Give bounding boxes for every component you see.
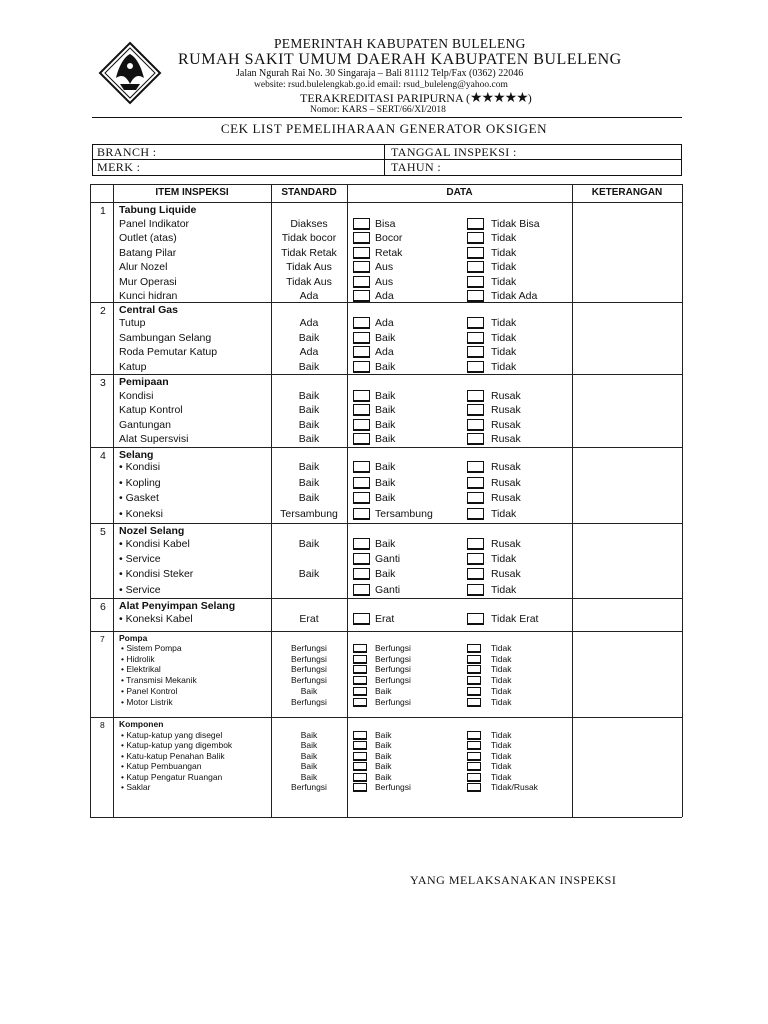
option-1-label: Baik: [375, 685, 392, 696]
item-name: Kondisi: [119, 390, 154, 402]
checkbox-option-2[interactable]: [467, 553, 484, 565]
table-column-rule: [113, 184, 114, 817]
checkbox-option-2[interactable]: [467, 613, 484, 625]
checkbox-option-1[interactable]: [353, 261, 370, 273]
header-standard: STANDARD: [281, 187, 337, 198]
item-name: Panel Indikator: [119, 218, 190, 230]
option-2-label: Rusak: [491, 433, 521, 446]
regency-emblem-logo: [96, 40, 164, 106]
merk-field[interactable]: MERK :: [97, 160, 141, 174]
option-1-label: Baik: [375, 750, 392, 761]
item-standard: Berfungsi: [291, 782, 327, 792]
item-name: Katup: [119, 360, 147, 373]
option-2-label: Tidak: [491, 740, 512, 751]
checklist-table: [90, 184, 682, 818]
checkbox-option-2[interactable]: [467, 773, 481, 782]
checkbox-option-2[interactable]: [467, 404, 484, 416]
info-box: [92, 144, 682, 176]
item-name: Sambungan Selang: [119, 331, 212, 344]
item-standard: Baik: [300, 730, 318, 740]
checkbox-option-1[interactable]: [353, 508, 370, 520]
header-address: Jalan Ngurah Rai No. 30 Singaraja – Bali 81112 Telp/Fax (0362) 22046: [236, 68, 524, 79]
checkbox-option-1[interactable]: [353, 698, 367, 707]
checkbox-option-1[interactable]: [353, 390, 370, 402]
option-1-label: Tersambung: [375, 507, 433, 520]
option-2-label: Tidak Erat: [491, 613, 539, 625]
option-1-label: Berfungsi: [375, 653, 411, 664]
item-name: • Gasket: [119, 492, 159, 504]
item-name: Outlet (atas): [119, 232, 177, 245]
option-2-label: Tidak Bisa: [491, 218, 540, 230]
checkbox-option-2[interactable]: [467, 492, 484, 504]
checkbox-option-1[interactable]: [353, 783, 367, 792]
option-1-label: Retak: [375, 246, 403, 259]
item-standard: Berfungsi: [291, 643, 327, 653]
checkbox-option-2[interactable]: [467, 508, 484, 520]
item-name: Alat Supersvisi: [119, 433, 189, 446]
option-1-label: Baik: [375, 404, 396, 417]
option-1-label: Baik: [375, 433, 396, 446]
item-name: • Katup Pembuangan: [121, 761, 202, 772]
checkbox-option-1[interactable]: [353, 741, 367, 750]
option-1-label: Baik: [375, 390, 396, 402]
option-2-label: Tidak: [491, 675, 512, 686]
item-standard: Erat: [299, 613, 319, 625]
checkbox-option-1[interactable]: [353, 731, 367, 740]
option-1-label: Bocor: [375, 232, 403, 245]
checkbox-option-2[interactable]: [467, 762, 481, 771]
checkbox-option-1[interactable]: [353, 276, 370, 288]
item-name: Mur Operasi: [119, 275, 177, 288]
option-2-label: Tidak: [491, 232, 517, 245]
option-2-label: Tidak: [491, 583, 517, 596]
checkbox-option-1[interactable]: [353, 317, 370, 329]
checkbox-option-1[interactable]: [353, 404, 370, 416]
checkbox-option-1[interactable]: [353, 218, 370, 230]
header-line-1: PEMERINTAH KABUPATEN BULELENG: [274, 36, 526, 51]
accreditation-stars: ★★★★★: [469, 91, 528, 106]
checkbox-option-2[interactable]: [467, 419, 484, 431]
checkbox-option-1[interactable]: [353, 461, 370, 473]
section-number: 2: [100, 305, 106, 317]
checkbox-option-2[interactable]: [467, 247, 484, 259]
checkbox-option-2[interactable]: [467, 477, 484, 489]
item-standard: Berfungsi: [291, 664, 327, 675]
item-standard: Baik: [298, 331, 320, 344]
header-data: DATA: [446, 187, 473, 198]
option-1-label: Berfungsi: [375, 696, 411, 707]
option-2-label: Tidak: [491, 643, 512, 653]
item-standard: Baik: [300, 685, 318, 696]
section-number: 6: [100, 601, 106, 613]
checkbox-option-2[interactable]: [467, 783, 481, 792]
checkbox-option-2[interactable]: [467, 752, 481, 761]
checkbox-option-2[interactable]: [467, 317, 484, 329]
section-number: 7: [100, 634, 105, 644]
checkbox-option-1[interactable]: [353, 613, 370, 625]
checkbox-option-1[interactable]: [353, 477, 370, 489]
option-2-label: Rusak: [491, 538, 521, 550]
item-name: • Koneksi: [119, 507, 163, 520]
section-title: Tabung Liquide: [119, 204, 197, 216]
item-standard: Berfungsi: [291, 696, 327, 707]
option-2-label: Rusak: [491, 476, 521, 489]
option-1-label: Baik: [375, 740, 392, 751]
item-name: Alur Nozel: [119, 261, 168, 274]
checkbox-option-1[interactable]: [353, 290, 370, 302]
option-1-label: Erat: [375, 613, 395, 625]
table-rule: [90, 184, 682, 185]
item-standard: Baik: [298, 461, 320, 473]
option-1-label: Baik: [375, 568, 396, 581]
option-2-label: Rusak: [491, 390, 521, 402]
table-rule: [90, 302, 682, 303]
option-1-label: Aus: [375, 275, 394, 288]
option-2-label: Tidak: [491, 275, 517, 288]
option-1-label: Bisa: [375, 218, 396, 230]
item-standard: Baik: [298, 476, 320, 489]
checkbox-option-2[interactable]: [467, 538, 484, 550]
option-2-label: Tidak: [491, 261, 517, 274]
section-number: 3: [100, 377, 106, 389]
section-title: Pemipaan: [119, 376, 169, 388]
table-rule: [90, 817, 682, 818]
item-standard: Ada: [299, 317, 319, 329]
item-name: • Sistem Pompa: [121, 643, 182, 653]
option-2-label: Tidak: [491, 730, 512, 740]
item-name: Gantungan: [119, 418, 171, 431]
option-1-label: Baik: [375, 492, 396, 504]
tahun-field[interactable]: TAHUN :: [391, 160, 442, 174]
checkbox-option-1[interactable]: [353, 584, 370, 596]
item-standard: Baik: [298, 390, 320, 402]
checkbox-option-1[interactable]: [353, 553, 370, 565]
option-2-label: Tidak: [491, 653, 512, 664]
option-1-label: Aus: [375, 261, 394, 274]
checkbox-option-1[interactable]: [353, 419, 370, 431]
item-name: • Motor Listrik: [121, 696, 173, 707]
table-rule: [90, 598, 682, 599]
item-standard: Diakses: [290, 218, 328, 230]
checkbox-option-1[interactable]: [353, 538, 370, 550]
item-name: • Kondisi: [119, 461, 161, 473]
checkbox-option-2[interactable]: [467, 584, 484, 596]
item-name: • Service: [119, 553, 161, 566]
accreditation-label: TERAKREDITASI PARIPURNA (: [300, 91, 470, 105]
checkbox-option-2[interactable]: [467, 698, 481, 707]
checkbox-option-1[interactable]: [353, 346, 370, 358]
option-1-label: Baik: [375, 761, 392, 772]
table-rule: [90, 374, 682, 375]
item-name: • Katup-katup yang disegel: [121, 730, 223, 740]
section-number: 5: [100, 526, 106, 538]
checkbox-option-2[interactable]: [467, 218, 484, 230]
checkbox-option-2[interactable]: [467, 346, 484, 358]
checkbox-option-2[interactable]: [467, 361, 484, 373]
option-2-label: Tidak: [491, 346, 517, 358]
item-standard: Tidak Retak: [281, 246, 337, 259]
option-2-label: Rusak: [491, 568, 521, 581]
option-1-label: Berfungsi: [375, 675, 411, 686]
checkbox-option-2[interactable]: [467, 261, 484, 273]
option-2-label: Tidak: [491, 360, 517, 373]
header-hospital-name: RUMAH SAKIT UMUM DAERAH KABUPATEN BULELENG: [178, 51, 622, 68]
checkbox-option-1[interactable]: [353, 676, 367, 685]
checkbox-option-2[interactable]: [467, 390, 484, 402]
option-1-label: Berfungsi: [375, 643, 411, 653]
checkbox-option-1[interactable]: [353, 433, 370, 445]
option-1-label: Baik: [375, 730, 392, 740]
table-column-rule: [347, 184, 348, 817]
option-2-label: Tidak: [491, 507, 517, 520]
item-standard: Berfungsi: [291, 653, 327, 664]
checkbox-option-2[interactable]: [467, 461, 484, 473]
option-1-label: Berfungsi: [375, 664, 411, 675]
table-column-rule: [90, 184, 91, 817]
header-website: website: rsud.bulelengkab.go.id email: rsud_buleleng@yahoo.com: [254, 80, 508, 90]
checkbox-option-2[interactable]: [467, 741, 481, 750]
table-column-rule: [682, 184, 683, 817]
section-title: Selang: [119, 449, 154, 461]
option-1-label: Baik: [375, 360, 396, 373]
checkbox-option-1[interactable]: [353, 232, 370, 244]
item-standard: Baik: [298, 418, 320, 431]
checkbox-option-2[interactable]: [467, 687, 481, 696]
checkbox-option-1[interactable]: [353, 492, 370, 504]
option-2-label: Tidak: [491, 771, 512, 782]
option-2-label: Tidak/Rusak: [491, 782, 538, 792]
option-2-label: Tidak: [491, 685, 512, 696]
section-number: 8: [100, 720, 105, 730]
header-item-inspeksi: ITEM INSPEKSI: [155, 187, 229, 198]
checkbox-option-2[interactable]: [467, 676, 481, 685]
checkbox-option-2[interactable]: [467, 644, 481, 653]
signature-label: YANG MELAKSANAKAN INSPEKSI: [410, 873, 617, 887]
checkbox-option-1[interactable]: [353, 665, 367, 674]
item-name: • Elektrikal: [121, 664, 161, 675]
checkbox-option-1[interactable]: [353, 644, 367, 653]
table-rule: [90, 631, 682, 632]
item-standard: Tidak Aus: [286, 261, 332, 274]
item-standard: Baik: [300, 761, 318, 772]
section-number: 4: [100, 450, 106, 462]
item-name: • Katup Pengatur Ruangan: [121, 771, 223, 782]
checkbox-option-1[interactable]: [353, 762, 367, 771]
section-title: Central Gas: [119, 304, 178, 316]
option-1-label: Baik: [375, 331, 396, 344]
item-standard: Berfungsi: [291, 675, 327, 686]
option-1-label: Ada: [375, 317, 394, 329]
table-column-rule: [271, 184, 272, 817]
option-2-label: Tidak: [491, 696, 512, 707]
item-name: Katup Kontrol: [119, 404, 183, 417]
item-name: • Kopling: [119, 476, 161, 489]
option-2-label: Rusak: [491, 492, 521, 504]
option-1-label: Baik: [375, 418, 396, 431]
header-keterangan: KETERANGAN: [591, 187, 663, 198]
checkbox-option-2[interactable]: [467, 433, 484, 445]
option-1-label: Baik: [375, 538, 396, 550]
checkbox-option-1[interactable]: [353, 568, 370, 580]
table-rule: [90, 717, 682, 718]
item-standard: Baik: [300, 771, 318, 782]
checkbox-option-2[interactable]: [467, 232, 484, 244]
checkbox-option-2[interactable]: [467, 276, 484, 288]
item-name: • Hidrolik: [121, 653, 155, 664]
item-standard: Baik: [298, 433, 320, 446]
checkbox-option-2[interactable]: [467, 290, 484, 302]
checkbox-option-1[interactable]: [353, 332, 370, 344]
option-2-label: Tidak: [491, 331, 517, 344]
section-title: Nozel Selang: [119, 525, 185, 537]
item-name: Kunci hidran: [119, 290, 178, 302]
item-name: Roda Pemutar Katup: [119, 346, 218, 358]
option-1-label: Baik: [375, 461, 396, 473]
option-2-label: Tidak: [491, 553, 517, 566]
info-divider-horizontal: [93, 159, 681, 160]
item-standard: Ada: [299, 346, 319, 358]
section-title: Alat Penyimpan Selang: [119, 600, 236, 612]
checkbox-option-2[interactable]: [467, 731, 481, 740]
section-title: Pompa: [119, 633, 148, 643]
option-2-label: Tidak: [491, 246, 517, 259]
header-certificate-number: Nomor: KARS – SERT/66/XI/2018: [310, 105, 446, 115]
option-2-label: Rusak: [491, 461, 521, 473]
option-1-label: Baik: [375, 771, 392, 782]
option-1-label: Baik: [375, 476, 396, 489]
option-2-label: Rusak: [491, 404, 521, 417]
item-name: • Panel Kontrol: [121, 685, 178, 696]
option-2-label: Tidak: [491, 664, 512, 675]
item-name: Tutup: [119, 317, 146, 329]
item-standard: Tidak bocor: [281, 232, 337, 245]
item-standard: Tersambung: [280, 507, 338, 520]
option-2-label: Tidak: [491, 317, 517, 329]
item-standard: Baik: [298, 360, 320, 373]
item-standard: Baik: [298, 538, 320, 550]
item-name: • Transmisi Mekanik: [121, 675, 197, 686]
item-standard: Baik: [300, 750, 318, 761]
header-divider: [92, 117, 682, 118]
item-standard: Baik: [298, 568, 320, 581]
checkbox-option-2[interactable]: [467, 665, 481, 674]
checkbox-option-1[interactable]: [353, 247, 370, 259]
item-name: Batang Pilar: [119, 246, 177, 259]
item-name: • Katup-katup yang digembok: [121, 740, 233, 751]
option-2-label: Rusak: [491, 418, 521, 431]
table-rule: [90, 523, 682, 524]
branch-field[interactable]: BRANCH :: [97, 145, 157, 159]
item-name: • Kondisi Steker: [119, 568, 194, 581]
checkbox-option-1[interactable]: [353, 773, 367, 782]
section-number: 1: [100, 205, 106, 217]
option-1-label: Ada: [375, 290, 394, 302]
item-standard: Baik: [300, 740, 318, 751]
item-standard: Ada: [299, 290, 319, 302]
item-name: • Saklar: [121, 782, 151, 792]
item-standard: Baik: [298, 492, 320, 504]
option-1-label: Ganti: [375, 583, 401, 596]
option-2-label: Tidak Ada: [491, 290, 538, 302]
checkbox-option-2[interactable]: [467, 655, 481, 664]
checkbox-option-1[interactable]: [353, 361, 370, 373]
section-title: Komponen: [119, 719, 164, 729]
checkbox-option-1[interactable]: [353, 655, 367, 664]
item-name: • Katu-katup Penahan Balik: [121, 750, 225, 761]
option-2-label: Tidak: [491, 761, 512, 772]
table-rule: [90, 447, 682, 448]
info-divider-vertical: [384, 145, 385, 175]
checkbox-option-1[interactable]: [353, 752, 367, 761]
item-standard: Baik: [298, 404, 320, 417]
item-standard: Tidak Aus: [286, 275, 332, 288]
checkbox-option-1[interactable]: [353, 687, 367, 696]
tanggal-inspeksi-field[interactable]: TANGGAL INSPEKSI :: [391, 145, 517, 159]
option-2-label: Tidak: [491, 750, 512, 761]
checkbox-option-2[interactable]: [467, 332, 484, 344]
option-1-label: Berfungsi: [375, 782, 411, 792]
item-name: • Koneksi Kabel: [119, 613, 193, 625]
checkbox-option-2[interactable]: [467, 568, 484, 580]
option-1-label: Ada: [375, 346, 394, 358]
table-column-rule: [572, 184, 573, 817]
option-1-label: Ganti: [375, 553, 401, 566]
table-rule: [90, 202, 682, 203]
item-name: • Kondisi Kabel: [119, 538, 190, 550]
accreditation-close: ): [527, 91, 532, 105]
item-name: • Service: [119, 583, 161, 596]
document-title: CEK LIST PEMELIHARAAN GENERATOR OKSIGEN: [220, 121, 548, 136]
